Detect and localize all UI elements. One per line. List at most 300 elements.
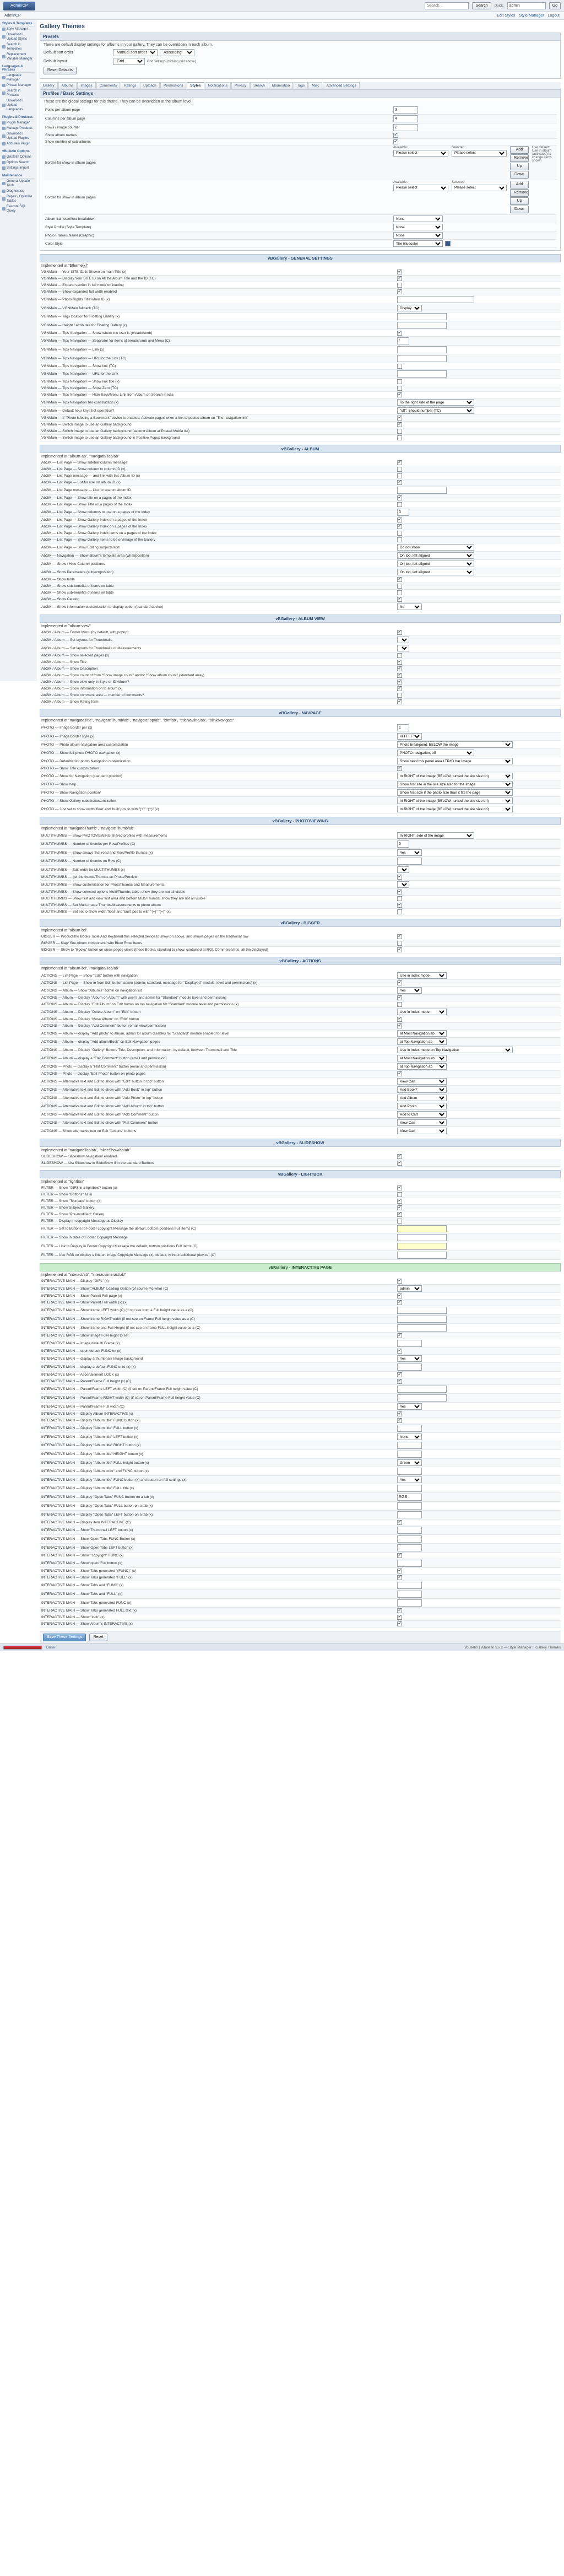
select-control[interactable] (397, 305, 422, 311)
control-wrap (397, 1608, 559, 1613)
setting-value (395, 590, 561, 596)
text-input[interactable] (397, 313, 447, 320)
text-input[interactable] (397, 370, 447, 378)
setting-value (395, 568, 561, 576)
control-wrap (397, 1294, 559, 1298)
text-input[interactable] (397, 509, 409, 516)
checkbox[interactable] (397, 270, 402, 274)
tab-tags[interactable]: Tags (294, 82, 308, 89)
select-control[interactable] (397, 741, 513, 748)
checkbox[interactable] (397, 673, 402, 678)
select-control[interactable] (397, 1403, 422, 1410)
reset-row (44, 67, 557, 74)
checkbox[interactable] (397, 630, 402, 635)
save-settings-button[interactable]: Save These Settings (43, 1634, 86, 1641)
tab-styles[interactable]: Styles (187, 82, 204, 89)
checkbox[interactable] (397, 584, 402, 589)
checkbox[interactable] (397, 460, 402, 465)
select-control[interactable] (397, 407, 474, 414)
color-select[interactable] (393, 240, 443, 247)
checkbox[interactable] (397, 289, 402, 294)
sidebar-item-repair-optimize-tables[interactable] (1, 194, 35, 204)
checkbox[interactable] (393, 133, 398, 138)
setting-label: INTERACTIVE MAIN — Show frame and Full-Height (if not see on frame FULL height value as a (C) (40, 1324, 395, 1333)
select-control[interactable] (397, 832, 474, 839)
text-input[interactable] (397, 724, 409, 731)
select-control[interactable] (397, 645, 409, 651)
setting-label: AbGM — List Page — Show column to column ID (x) (40, 466, 395, 473)
control-wrap (397, 399, 559, 406)
checkbox[interactable] (397, 331, 402, 336)
sidebar-item-options-search[interactable] (1, 160, 35, 165)
text-input[interactable] (397, 1340, 422, 1347)
select-control[interactable] (397, 637, 409, 643)
setting-value (395, 363, 561, 370)
select-control[interactable] (397, 987, 422, 994)
checkbox[interactable] (397, 1621, 402, 1626)
control-wrap (397, 1161, 559, 1166)
sidebar-item-search-in-phrases[interactable] (1, 88, 35, 98)
select-control[interactable] (397, 789, 513, 796)
default-sort-select[interactable] (113, 49, 158, 56)
text-input[interactable] (397, 1582, 422, 1589)
sidebar-item-download-upload-languages[interactable] (1, 98, 35, 112)
remove-button[interactable]: Remove (510, 189, 529, 197)
checkbox[interactable] (397, 364, 402, 369)
checkbox[interactable] (397, 947, 402, 952)
select-control[interactable] (397, 781, 513, 788)
checkbox[interactable] (397, 896, 402, 901)
available-select[interactable] (393, 185, 448, 191)
sidebar-item-replacement-variable-manager[interactable] (1, 52, 35, 62)
tab-misc[interactable]: Misc (308, 82, 322, 89)
sidebar-item-add-new-plugin[interactable] (1, 141, 35, 147)
go-button[interactable]: Go (549, 2, 561, 9)
text-input[interactable] (393, 106, 418, 114)
tab-gallery[interactable]: Gallery (40, 82, 58, 89)
setting-label: VGNMain — Switch image to use an Gallery background (second Album at Posted Media list) (40, 428, 395, 435)
checkbox[interactable] (397, 680, 402, 685)
checkbox[interactable] (397, 1300, 402, 1305)
control-wrap (397, 1071, 559, 1076)
text-input[interactable] (397, 1425, 422, 1432)
checkbox[interactable] (397, 577, 402, 582)
checkbox[interactable] (397, 699, 402, 704)
control-wrap (397, 331, 559, 336)
select-control[interactable] (397, 1119, 447, 1126)
checkbox[interactable] (397, 1569, 402, 1573)
setting-value (395, 1441, 561, 1450)
checkbox[interactable] (397, 283, 402, 288)
table-row (40, 1001, 561, 1008)
setting-value (395, 732, 561, 741)
setting-label: PHOTO — Show Title customization (40, 766, 395, 772)
sidebar-item-phrase-manager[interactable] (1, 83, 35, 88)
setting-value (395, 679, 561, 686)
text-input[interactable] (397, 1364, 422, 1371)
reset-defaults-button[interactable]: Reset Defaults (44, 67, 77, 74)
tab-uploads[interactable]: Uploads (140, 82, 160, 89)
up-button[interactable]: Up (510, 163, 529, 170)
checkbox[interactable] (397, 467, 402, 472)
text-input[interactable] (397, 1386, 447, 1393)
text-input[interactable] (393, 124, 418, 131)
text-input[interactable] (397, 1527, 422, 1534)
table-row (40, 789, 561, 797)
setting-value (392, 115, 557, 123)
checkbox[interactable] (397, 909, 402, 914)
select-control[interactable] (393, 232, 443, 239)
tab-moderation[interactable]: Moderation (269, 82, 294, 89)
setting-value (395, 1063, 561, 1071)
table-row (40, 337, 561, 346)
remove-button[interactable]: Remove (510, 154, 529, 162)
control-wrap (397, 1002, 559, 1007)
select-control[interactable] (397, 1086, 447, 1093)
breadcrumb-link-1[interactable]: Style Manager (519, 14, 544, 18)
text-input[interactable] (397, 1307, 447, 1314)
control-wrap (397, 416, 559, 421)
select-control[interactable] (397, 797, 513, 804)
admin-logo: AdminCP (3, 2, 35, 10)
table-row (40, 422, 561, 428)
setting-value (395, 1526, 561, 1535)
text-input[interactable] (397, 296, 474, 303)
default-layout-row (44, 58, 557, 65)
text-input[interactable] (397, 1394, 447, 1402)
text-input[interactable] (397, 1599, 422, 1607)
sidebar-item-style-manager[interactable] (1, 26, 35, 32)
select-control[interactable] (397, 1047, 513, 1053)
tab-comments[interactable]: Comments (96, 82, 120, 89)
select-control[interactable] (397, 1476, 422, 1483)
checkbox[interactable] (397, 1023, 402, 1028)
setting-value (395, 1300, 561, 1306)
text-input[interactable] (397, 840, 409, 848)
reset-button[interactable]: Reset (89, 1634, 107, 1641)
search-button[interactable]: Search (472, 2, 491, 9)
checkbox[interactable] (397, 379, 402, 384)
checkbox[interactable] (397, 766, 402, 771)
table-row (40, 552, 561, 560)
section-table-slideshow (40, 1154, 561, 1167)
tab-albums[interactable]: Albums (58, 82, 77, 89)
setting-label: INTERACTIVE MAIN — Show Tabs and "FUNC" (x) (40, 1581, 395, 1590)
sidebar-item-diagnostics[interactable] (1, 188, 35, 194)
tab-permissions[interactable]: Permissions (160, 82, 186, 89)
checkbox[interactable] (397, 1017, 402, 1022)
select-control[interactable] (397, 1111, 447, 1118)
text-input[interactable] (397, 346, 447, 353)
checkbox[interactable] (397, 995, 402, 1000)
checkbox[interactable] (397, 495, 402, 500)
text-input[interactable] (397, 1544, 422, 1551)
checkbox[interactable] (397, 1199, 402, 1204)
text-input[interactable] (397, 1535, 422, 1543)
checkbox[interactable] (397, 1333, 402, 1338)
table-row (40, 644, 561, 653)
text-input[interactable] (397, 322, 447, 329)
setting-value (395, 1493, 561, 1502)
checkbox[interactable] (397, 980, 402, 985)
control-wrap (397, 1324, 559, 1332)
checkbox[interactable] (397, 903, 402, 908)
checkbox[interactable] (397, 653, 402, 658)
content (36, 20, 564, 1643)
checkbox[interactable] (397, 518, 402, 522)
checkbox[interactable] (397, 1379, 402, 1384)
select-control[interactable] (397, 552, 474, 559)
checkbox[interactable] (397, 1608, 402, 1613)
checkbox[interactable] (397, 660, 402, 665)
setting-value (395, 972, 561, 980)
checkbox[interactable] (397, 386, 402, 391)
setting-label: Show album names (44, 132, 392, 139)
quick-input[interactable] (507, 2, 546, 9)
tab-privacy[interactable]: Privacy (231, 82, 250, 89)
setting-label: VGNMain — Tips Navigation — Hide Back/Menu Link from Album on Search media (40, 392, 395, 398)
select-control[interactable] (397, 750, 474, 756)
checkbox[interactable] (397, 276, 402, 281)
add-button[interactable]: Add (510, 181, 529, 188)
select-control[interactable] (397, 1009, 447, 1015)
checkbox[interactable] (397, 1205, 402, 1210)
sidebar-item-language-manager[interactable] (1, 73, 35, 83)
control-wrap (397, 866, 559, 873)
down-button[interactable]: Down (510, 206, 529, 213)
checkbox[interactable] (397, 875, 402, 880)
select-control[interactable] (397, 1030, 447, 1037)
text-input[interactable] (397, 1451, 422, 1458)
setting-label: AbGM — List Page — Show title on a pages of the Index (40, 495, 395, 502)
text-input[interactable] (397, 1442, 422, 1449)
default-sort-dir-select[interactable] (160, 49, 194, 56)
setting-value (395, 940, 561, 947)
text-input[interactable] (397, 487, 447, 494)
up-button[interactable]: Up (510, 197, 529, 205)
table-row (40, 1581, 561, 1590)
checkbox[interactable] (397, 392, 402, 397)
checkbox[interactable] (397, 531, 402, 536)
control-wrap (397, 1425, 559, 1432)
checkbox[interactable] (397, 1002, 402, 1007)
checkbox[interactable] (397, 1553, 402, 1558)
checkbox[interactable] (397, 597, 402, 602)
checkbox[interactable] (397, 1185, 402, 1190)
setting-value (395, 1333, 561, 1339)
tab-advanced-settings[interactable]: Advanced Settings (323, 82, 359, 89)
checkbox[interactable] (397, 1219, 402, 1224)
bullet-icon (2, 76, 6, 79)
select-control[interactable] (397, 1103, 447, 1109)
select-control[interactable] (397, 1095, 447, 1101)
select-control[interactable] (397, 866, 409, 873)
checkbox[interactable] (397, 502, 402, 507)
table-row (40, 502, 561, 508)
breadcrumb-link-2[interactable]: Logout (547, 14, 560, 18)
select-control[interactable] (397, 733, 422, 740)
text-input[interactable] (397, 1511, 422, 1518)
search-input[interactable] (425, 2, 469, 9)
setting-value (395, 644, 561, 653)
select-control[interactable] (397, 758, 513, 764)
checkbox[interactable] (397, 1372, 402, 1377)
checkbox[interactable] (397, 473, 402, 478)
setting-label: MULTITHUMBS — Set Multi-Image Thumbs/Measurements to photo album (40, 902, 395, 909)
select-control[interactable] (397, 972, 447, 979)
select-control[interactable] (393, 224, 443, 230)
checkbox[interactable] (397, 1411, 402, 1416)
select-control[interactable] (397, 773, 513, 779)
select-control[interactable] (397, 399, 474, 406)
table-row (40, 1127, 561, 1135)
text-input[interactable] (397, 355, 447, 362)
control-wrap (397, 680, 559, 685)
setting-label: INTERACTIVE MAIN — Display "Album title" FULL title (x) (40, 1484, 395, 1493)
table-row (40, 460, 561, 466)
select-control[interactable] (397, 881, 409, 888)
control-wrap (397, 1553, 559, 1558)
checkbox[interactable] (397, 1294, 402, 1298)
checkbox[interactable] (397, 890, 402, 894)
select-control[interactable] (397, 603, 422, 610)
text-input[interactable] (397, 1468, 422, 1475)
select-control[interactable] (397, 1285, 422, 1292)
sidebar-item-download-upload-styles[interactable] (1, 32, 35, 42)
checkbox[interactable] (397, 435, 402, 440)
default-layout-select[interactable] (113, 58, 145, 65)
table-row (40, 1154, 561, 1160)
select-control[interactable] (397, 1355, 422, 1362)
checkbox[interactable] (397, 1418, 402, 1423)
table-row (40, 1502, 561, 1511)
breadcrumb-link-0[interactable]: Edit Styles (497, 14, 516, 18)
text-input[interactable] (397, 1316, 447, 1323)
text-input[interactable] (393, 115, 418, 122)
add-button[interactable]: Add (510, 146, 529, 154)
sidebar-item-general-update-tools[interactable] (1, 179, 35, 188)
control-wrap (397, 733, 559, 740)
checkbox[interactable] (397, 1615, 402, 1620)
select-control[interactable] (397, 1038, 447, 1045)
text-input[interactable] (397, 1502, 422, 1510)
tab-ratings[interactable]: Ratings (121, 82, 139, 89)
text-input[interactable] (397, 1225, 447, 1232)
setting-label: INTERACTIVE MAIN — Show Tabs and "FULL" (x) (40, 1590, 395, 1599)
checkbox[interactable] (397, 537, 402, 542)
control-wrap (397, 1333, 559, 1338)
sidebar-item-plugin-manager[interactable] (1, 120, 35, 126)
checkbox[interactable] (397, 590, 402, 595)
text-input[interactable] (397, 1485, 422, 1492)
checkbox[interactable] (397, 416, 402, 421)
select-control[interactable] (397, 561, 474, 567)
table-row (40, 874, 561, 881)
checkbox[interactable] (397, 1161, 402, 1166)
select-control[interactable] (393, 215, 443, 222)
checkbox[interactable] (397, 524, 402, 529)
setting-value (395, 1614, 561, 1621)
text-input[interactable] (397, 858, 422, 865)
select-control[interactable] (397, 1433, 422, 1440)
select-control[interactable] (397, 1078, 447, 1085)
checkbox[interactable] (397, 1154, 402, 1159)
tab-notifications[interactable]: Notifications (205, 82, 231, 89)
tab-images[interactable]: Images (77, 82, 95, 89)
table-row (40, 524, 561, 530)
select-control[interactable] (397, 1128, 447, 1134)
checkbox[interactable] (397, 429, 402, 434)
tab-search[interactable]: Search (250, 82, 268, 89)
available-select[interactable] (393, 150, 448, 157)
text-input[interactable] (397, 1234, 447, 1241)
text-input[interactable] (397, 1324, 447, 1332)
select-control[interactable] (397, 1063, 447, 1070)
checkbox[interactable] (397, 1575, 402, 1580)
select-control[interactable] (397, 544, 474, 551)
layout-settings-link[interactable]: Grid settings (clicking grid above) (147, 60, 196, 63)
checkbox[interactable] (397, 666, 402, 671)
checkbox[interactable] (397, 1071, 402, 1076)
selected-select[interactable] (452, 150, 507, 157)
sidebar-item-vbulletin-options[interactable] (1, 154, 35, 160)
checkbox[interactable] (397, 941, 402, 946)
checkbox[interactable] (397, 422, 402, 427)
sidebar-item-settings-import[interactable] (1, 165, 35, 171)
down-button[interactable]: Down (510, 171, 529, 179)
checkbox[interactable] (397, 480, 402, 485)
select-control[interactable] (397, 806, 513, 812)
control-wrap (397, 875, 559, 880)
sidebar-item-search-in-templates[interactable] (1, 42, 35, 52)
setting-value (395, 524, 561, 530)
sidebar-item-download-upload-plugins[interactable] (1, 131, 35, 141)
sidebar-item-manage-products[interactable] (1, 126, 35, 131)
table-row (40, 495, 561, 502)
setting-label: AbGM — List Page — Show Title on a pages of the Index (40, 502, 395, 508)
control-wrap (393, 115, 555, 122)
select-control[interactable] (397, 849, 422, 856)
text-input[interactable] (397, 1243, 447, 1250)
setting-label: AbGM — List Page — Show columns to use on a pages of the Index (40, 508, 395, 517)
text-input[interactable] (397, 1560, 422, 1567)
checkbox[interactable] (397, 1279, 402, 1284)
text-input[interactable] (397, 1252, 447, 1259)
select-control[interactable] (397, 1459, 422, 1466)
select-control[interactable] (397, 1055, 447, 1061)
sidebar-item-execute-sql-query[interactable] (1, 204, 35, 214)
table-row (40, 282, 561, 289)
checkbox[interactable] (397, 1520, 402, 1525)
setting-label: VGNMain — Tips Navigation — URL for the Link (40, 370, 395, 379)
section-table-general (40, 269, 561, 441)
select-control[interactable] (397, 569, 474, 575)
checkbox[interactable] (397, 1212, 402, 1217)
checkbox[interactable] (397, 934, 402, 939)
checkbox[interactable] (397, 1192, 402, 1197)
setting-value (395, 686, 561, 692)
checkbox[interactable] (397, 693, 402, 698)
text-input[interactable] (397, 1591, 422, 1598)
checkbox[interactable] (397, 686, 402, 691)
setting-label: INTERACTIVE MAIN — Image default/ Frame (x) (40, 1339, 395, 1348)
setting-label: VGNMain — Your SITE ID: Is Shown on main Title (x) (40, 269, 395, 276)
selected-select[interactable] (452, 185, 507, 191)
text-input[interactable] (397, 1494, 422, 1501)
checkbox[interactable] (397, 1349, 402, 1354)
checkbox[interactable] (393, 139, 398, 144)
text-input[interactable] (397, 337, 409, 344)
